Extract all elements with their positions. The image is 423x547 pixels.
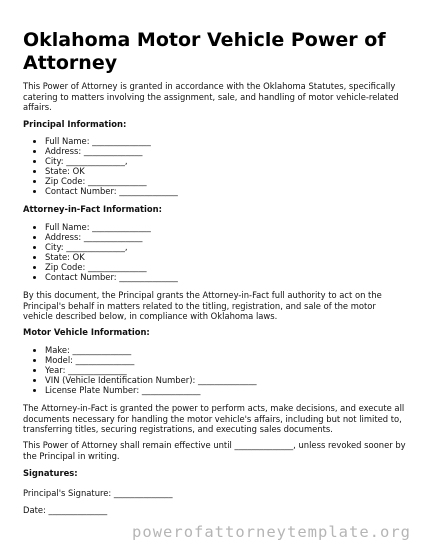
watermark-text: powerofattorneytemplate.org — [132, 523, 411, 541]
date-line: Date: ______________ — [23, 505, 108, 515]
attorney-heading: Attorney-in-Fact Information: — [23, 204, 162, 214]
attorney-full-name: • Full Name: ______________ — [45, 222, 178, 232]
principal-contact: • Contact Number: ______________ — [45, 186, 178, 196]
principal-zip: • Zip Code: ______________ — [45, 176, 178, 186]
vehicle-make: • Make: ______________ — [45, 345, 257, 355]
authority-paragraph: By this document, the Principal grants the Attorney-in-Fact full authority to act on the Principal's behalf in matters related to the titling, registration, and sale of the motor vehicle described below, in compliance with Oklahoma laws. — [23, 290, 382, 321]
principal-list — [23, 136, 178, 197]
attorney-address: • Address: ______________ — [45, 232, 178, 242]
principal-state: • State: OK — [45, 166, 178, 176]
vehicle-list — [23, 345, 257, 395]
vehicle-heading: Motor Vehicle Information: — [23, 327, 150, 337]
principal-heading: Principal Information: — [23, 119, 127, 129]
principal-full-name: • Full Name: ______________ — [45, 136, 178, 146]
intro-paragraph: This Power of Attorney is granted in accordance with the Oklahoma Statutes, specifically catering to matters involving the assignment, sale, and handling of motor vehicle-related affairs. — [23, 81, 399, 112]
document-title: Oklahoma Motor Vehicle Power of Attorney — [23, 29, 386, 74]
principal-signature-line: Principal's Signature: ______________ — [23, 488, 173, 498]
attorney-city: • City: ______________, — [45, 242, 178, 252]
attorney-contact: • Contact Number: ______________ — [45, 272, 178, 282]
principal-address: • Address: ______________ — [45, 146, 178, 156]
attorney-zip: • Zip Code: ______________ — [45, 262, 178, 272]
vehicle-license-plate: • License Plate Number: ______________ — [45, 385, 257, 395]
signatures-heading: Signatures: — [23, 468, 78, 478]
effective-paragraph: This Power of Attorney shall remain effective until ______________, unless revoked sooner by the Principal in writing. — [23, 440, 406, 461]
vehicle-year: • Year: ______________ — [45, 365, 257, 375]
attorney-list — [23, 222, 178, 283]
vehicle-model: • Model: ______________ — [45, 355, 257, 365]
attorney-state: • State: OK — [45, 252, 178, 262]
powers-paragraph: The Attorney-in-Fact is granted the power to perform acts, make decisions, and execute all documents necessary for handling the motor vehicle's affairs, including but not limited to, transferring titles, securing registrations, and executing sales documents. — [23, 403, 405, 434]
principal-city: • City: ______________, — [45, 156, 178, 166]
vehicle-vin: • VIN (Vehicle Identification Number): ______________ — [45, 375, 257, 385]
